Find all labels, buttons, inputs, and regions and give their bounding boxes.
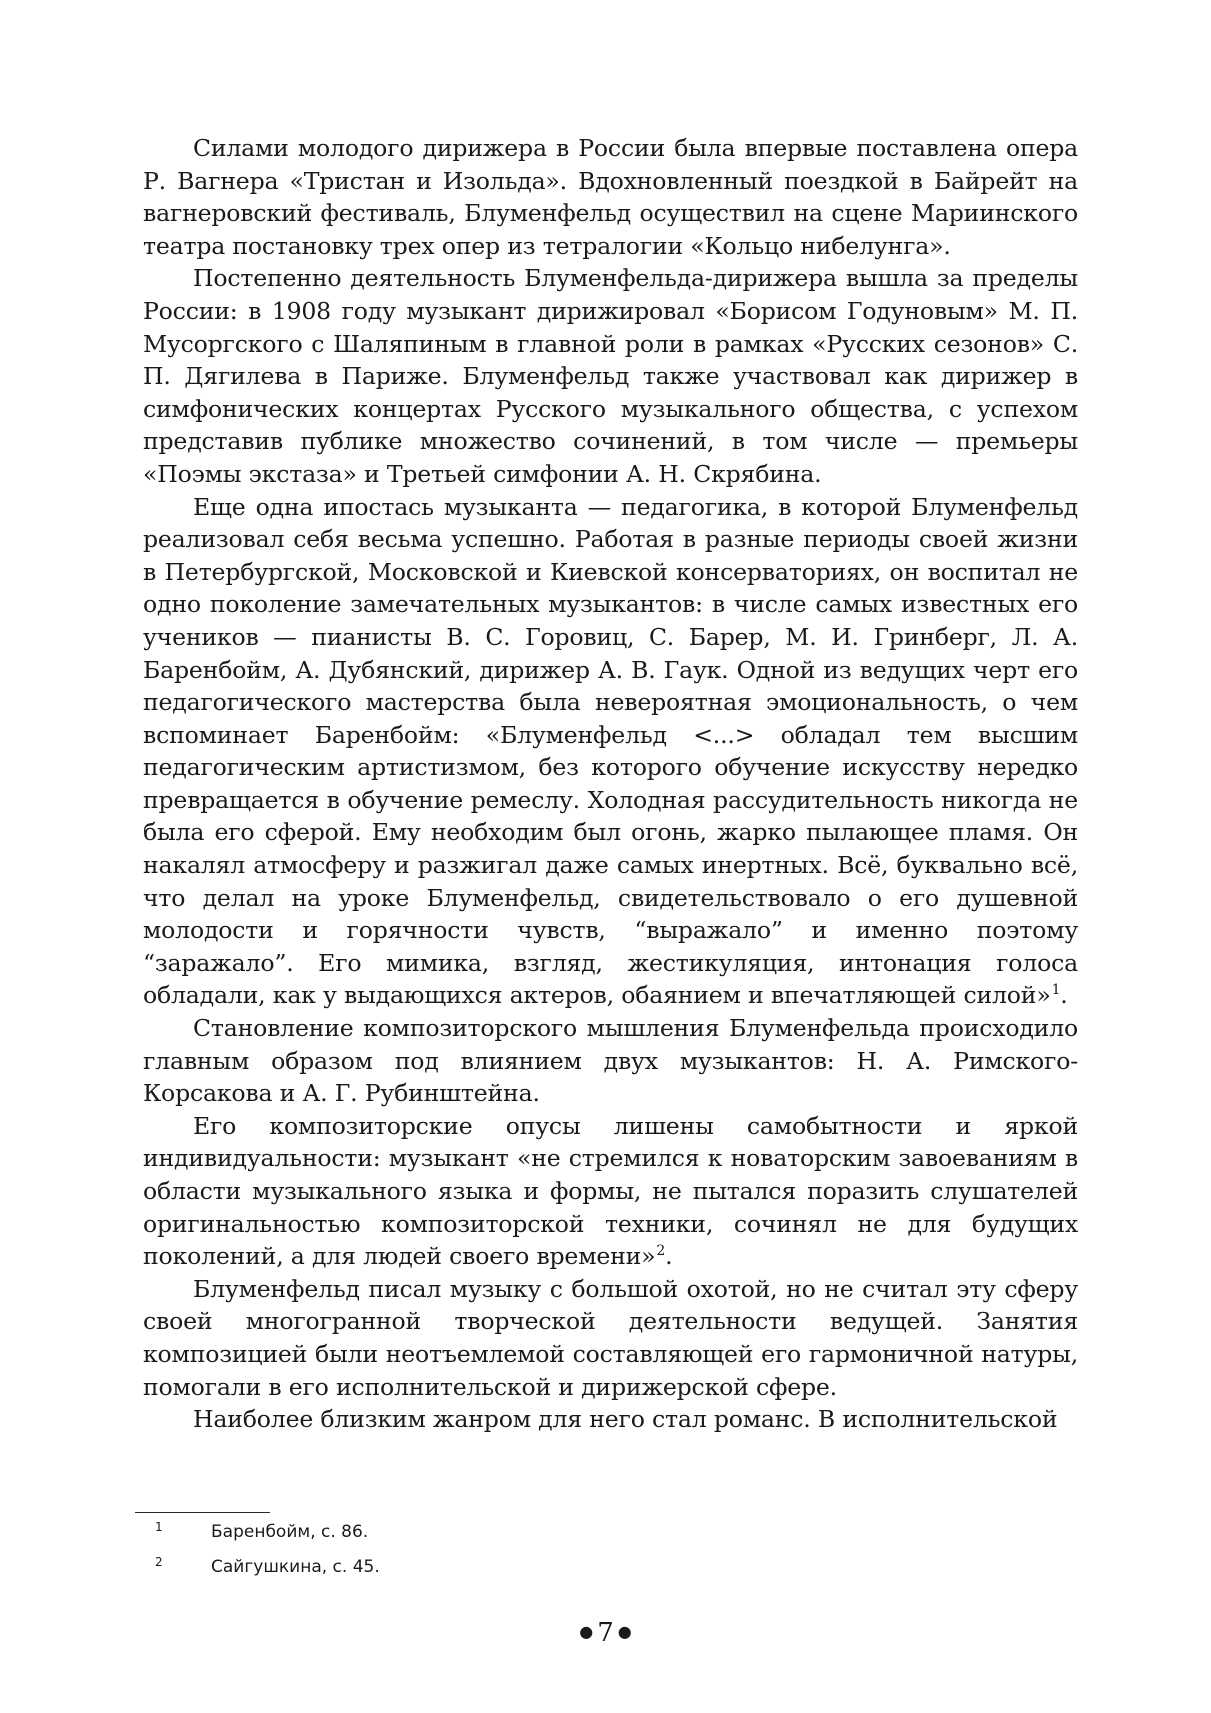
paragraph-3: Еще одна ипостась музыканта — педагогика, в которой Блуменфельд реализовал себя весьма успешно. Работая в разные периоды своей жизни в Петербургской, Московской и Киевской консерваториях, он воспитал не одно поколение замечательных музыкантов: в числе самых известных его учеников — пианисты В. С. Горовиц, С. Барер, М. И. Гринберг, Л. А. Баренбойм, А. Дубянский, дирижер А. В. Гаук. Одной из ведущих черт его педагогического мастерства была невероятная эмоциональность, о чем вспоминает Баренбойм: «Блуменфельд <...> обладал тем высшим педагогическим артистизмом, без которого обучение искусству нередко превращается в обучение ремеслу. Холодная рассудительность никогда не была его сферой. Ему необходим был огонь, жарко пылающее пламя. Он накалял атмосферу и разжигал даже самых инертных. Всё, буквально всё, что делал на уроке Блуменфельд, свидетельствовало о его душевной молодости и горячности чувств, “выражало” и именно поэтому “заражало”. Его мимика, взгляд, жестикуляция, интонация голоса обладали, как у выдающихся актеров, обаянием и впечатляющей силой»$^1$. [143,492,1078,1010]
bullet-dot-right: ● [617,1622,632,1641]
footnote-text: Сайгушкина, с. 45. [211,1557,380,1577]
footnote-text: Баренбойм, с. 86. [211,1522,369,1542]
paragraph-7: Наиболее близким жанром для него стал романс. В исполнительской [193,1405,1058,1434]
paragraph-5: Его композиторские опусы лишены самобытности и яркой индивидуальности: музыкант «не стремился к новаторским завоеваниям в области музыкального языка и формы, не пытался поразить слушателей оригинальностью композиторской техники, сочинял не для будущих поколений, а для людей своего времени»$^2$. [143,1111,1078,1271]
footnote-2 [143,1557,380,1592]
page-number [0,1618,1211,1648]
paragraph-2: Постепенно деятельность Блуменфельда-дирижера вышла за пределы России: в 1908 году музыкант дирижировал «Борисом Годуновым» М. П. Мусоргского с Шаляпиным в главной роли в рамках «Русских сезонов» С. П. Дягилева в Париже. Блуменфельд также участвовал как дирижер в симфонических концертах Русского музыкального общества, с успехом представив публике множество сочинений, в том числе — премьеры «Поэмы экстаза» и Третьей симфонии А. Н. Скрябина. [143,264,1078,488]
paragraph-4: Становление композиторского мышления Блуменфельда происходило главным образом под влиянием двух музыкантов: Н. А. Римского-Корсакова и А. Г. Рубинштейна. [143,1014,1078,1108]
paragraph-6: Блуменфельд писал музыку с большой охотой, но не считал эту сферу своей многогранной творческой деятельности ведущей. Занятия композицией были неотъемлемой составляющей его гармоничной натуры, помогали в его исполнительской и дирижерской сфере. [143,1274,1078,1401]
footnote-divider [135,1512,270,1513]
bullet-dot-left: ● [579,1622,594,1641]
footnote-number: 2 [155,1555,163,1569]
footnote-ref-1: 1 [1051,982,1061,999]
page-number-value: 7 [597,1618,614,1648]
footnote-ref-2: 2 [656,1243,666,1260]
footnotes [143,1522,380,1592]
body-text [143,132,1078,1436]
paragraph-1: Силами молодого дирижера в России была впервые поставлена опера Р. Вагнера «Тристан и Изольда». Вдохновленный поездкой в Байрейт на вагнеровский фестиваль, Блуменфельд осуществил на сцене Мариинского театра постановку трех опер из тетралогии «Кольцо нибелунга». [143,134,1078,260]
footnote-number: 1 [155,1520,163,1534]
footnote-1 [143,1522,380,1557]
